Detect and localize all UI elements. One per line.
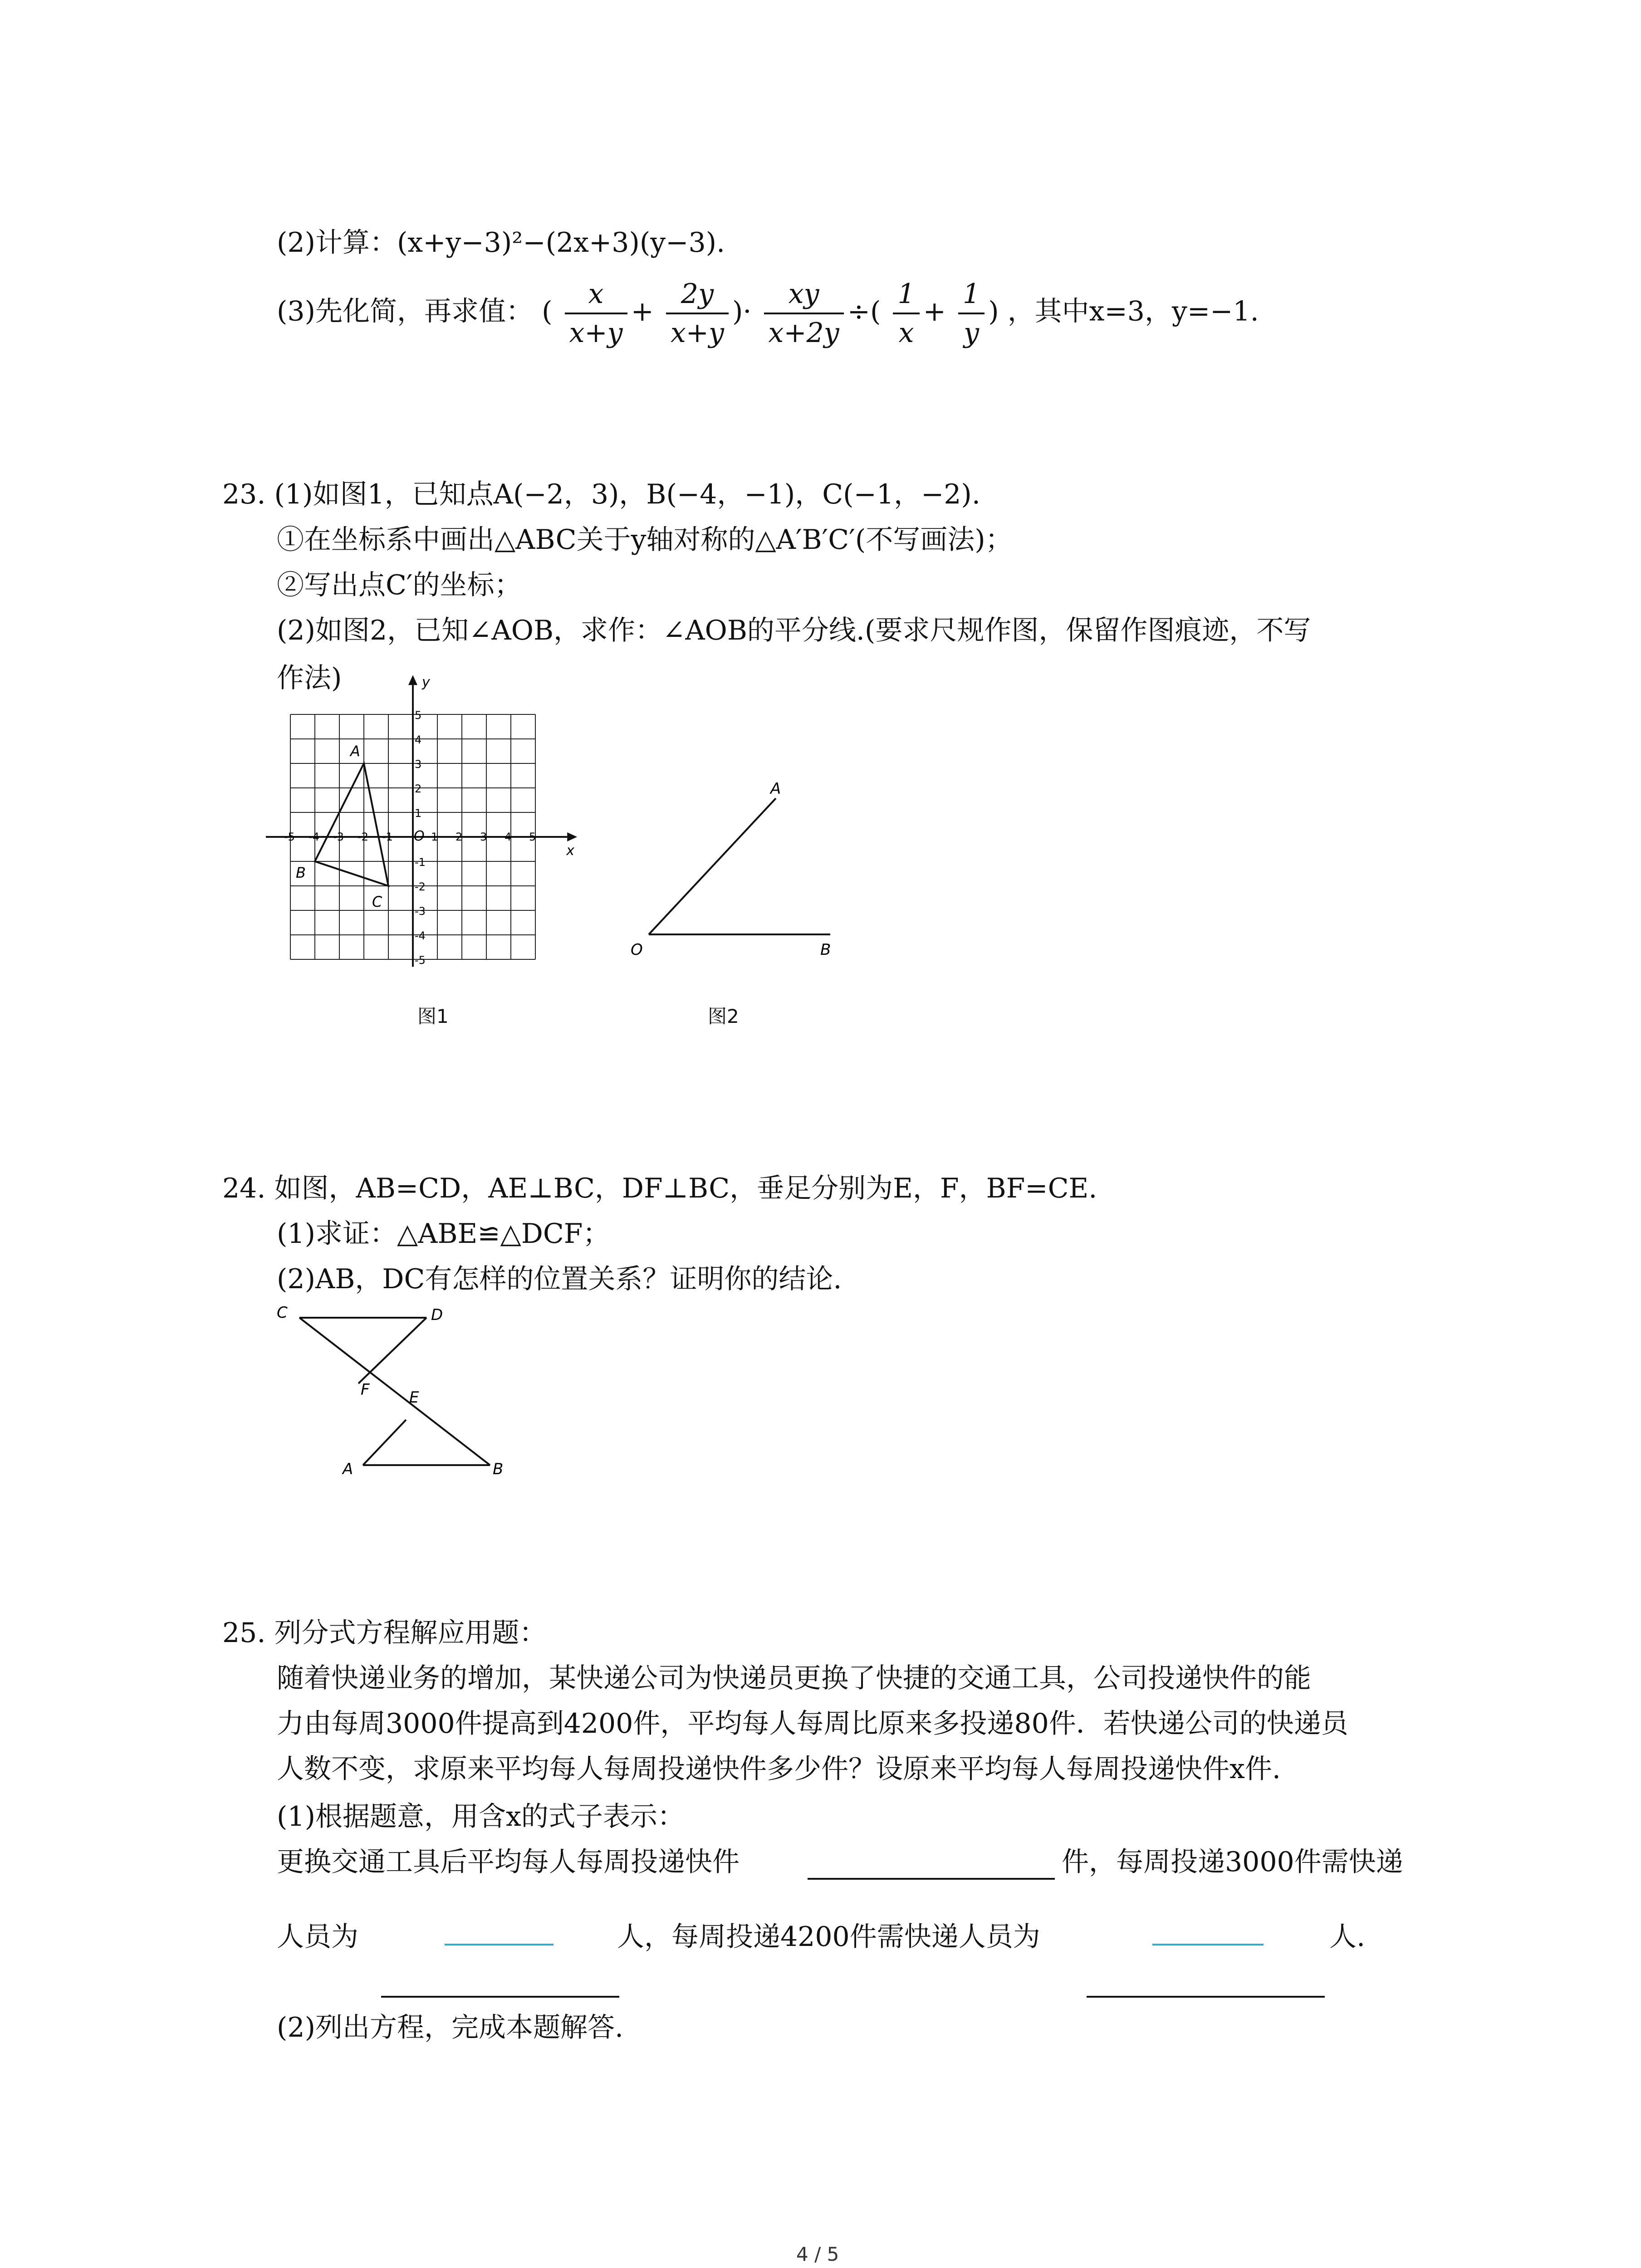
y-tick-label: 1: [415, 807, 422, 820]
x-tick-label: -5: [284, 831, 295, 843]
q23-head: 23. (1)如图1，已知点A(−2，3)，B(−4，−1)，C(−1，−2).: [222, 479, 980, 510]
q25-head: 25. 列分式方程解应用题：: [222, 1617, 547, 1649]
q25-part1: (1)根据题意，用含x的式子表示：: [277, 1801, 685, 1833]
y-tick-label: 2: [415, 782, 422, 795]
label-a: A: [343, 1460, 353, 1478]
label-c: C: [277, 1304, 288, 1322]
q25-line6a: 人员为: [277, 1921, 358, 1953]
vertex-label-b: B: [296, 864, 306, 881]
fraction: $\frac{xy}{x+2y}$: [764, 279, 844, 348]
x-tick-label: 1: [431, 831, 438, 843]
tick-labels: [284, 675, 574, 967]
y-tick-label: -4: [415, 929, 426, 942]
q24-head: 24. 如图，AB=CD，AE⊥BC，DF⊥BC，垂足分别为E，F，BF=CE.: [222, 1173, 1097, 1204]
q22-expression: ( $\frac{x}{x+y}$ + $\frac{2y}{x+y}$ )· $\frac{xy}{x+2y}$ ÷( $\frac{1}{x}$ + $\frac{1}{y}$ ): [542, 278, 1008, 349]
label-b: B: [493, 1460, 504, 1478]
q23-figure1-caption: 图1: [417, 1005, 449, 1027]
y-tick-label: -3: [415, 905, 426, 918]
label-e: E: [409, 1388, 419, 1407]
q22-part3-tail: ，其中x=3，y=−1.: [1007, 295, 1259, 327]
y-axis-label: y: [422, 675, 430, 691]
label-o: O: [631, 941, 643, 959]
answer-blank-1[interactable]: [808, 1878, 1055, 1880]
x-tick-label: 2: [456, 831, 463, 843]
q25-part2: (2)列出方程，完成本题解答.: [277, 2012, 624, 2043]
triangle-outline: [315, 763, 388, 886]
origin-label: O: [414, 828, 425, 844]
q24-step2: (2)AB，DC有怎样的位置关系？证明你的结论.: [277, 1263, 842, 1295]
fraction: $\frac{1}{y}$: [958, 279, 985, 348]
x-tick-label: -1: [382, 831, 393, 843]
answer-underline-left: [381, 1996, 619, 1998]
q23-step2: ②写出点C′的坐标；: [277, 569, 522, 601]
ray-oa: [649, 798, 776, 934]
q25-line6c: 人.: [1329, 1921, 1366, 1953]
answer-underline-right: [1087, 1996, 1325, 1998]
q25-para2: 力由每周3000件提高到4200件，平均每人每周比原来多投递80件．若快递公司的快递员: [277, 1708, 1348, 1740]
q23-figure2-caption: 图2: [708, 1005, 739, 1027]
y-axis-arrow: [408, 675, 417, 685]
y-tick-label: 3: [415, 758, 422, 771]
q23-step1: ①在坐标系中画出△ABC关于y轴对称的△A′B′C′(不写画法)；: [277, 524, 1013, 556]
y-tick-label: -2: [415, 880, 426, 893]
answer-blank-2[interactable]: [445, 1944, 554, 1945]
q22-part2: (2)计算：(x+y−3)²−(2x+3)(y−3).: [277, 227, 725, 259]
segment-cb: [299, 1318, 490, 1465]
fraction: $\frac{1}{x}$: [893, 279, 919, 348]
q25-line5b: 件，每周投递3000件需快递: [1062, 1846, 1403, 1878]
q24-step1: (1)求证：△ABE≌△DCF；: [277, 1218, 610, 1250]
q25-para1: 随着快递业务的增加，某快递公司为快递员更换了快捷的交通工具，公司投递快件的能: [277, 1662, 1311, 1694]
q25-line6b: 人，每周投递4200件需快递人员为: [617, 1921, 1040, 1953]
label-d: D: [431, 1306, 443, 1324]
x-tick-label: 5: [529, 831, 536, 843]
x-tick-label: 3: [480, 831, 487, 843]
q23-step3: (2)如图2，已知∠AOB，求作：∠AOB的平分线.(要求尺规作图，保留作图痕迹，不写: [277, 615, 1311, 646]
segment-dc-diagonal: [358, 1318, 426, 1383]
q25-para3: 人数不变，求原来平均每人每周投递快件多少件？设原来平均每人每周投递快件x件.: [277, 1753, 1281, 1785]
q22-part3: [277, 279, 1259, 348]
x-axis-arrow: [567, 832, 577, 841]
y-tick-label: 4: [415, 733, 422, 746]
x-axis-label: x: [566, 843, 574, 859]
fraction: $\frac{2y}{x+y}$: [666, 279, 729, 348]
label-a: A: [770, 780, 781, 798]
label-b: B: [820, 941, 831, 959]
y-tick-label: -1: [415, 856, 426, 869]
y-tick-label: 5: [415, 709, 422, 722]
q22-part3-lead: (3)先化简，再求值：: [277, 295, 533, 327]
segment-ae: [363, 1420, 406, 1465]
x-tick-label: -2: [358, 831, 368, 843]
q25-line5a: 更换交通工具后平均每人每周投递快件: [277, 1846, 740, 1878]
fraction: $\frac{x}{x+y}$: [565, 279, 627, 348]
vertex-label-c: C: [372, 893, 382, 910]
label-f: F: [361, 1381, 370, 1399]
vertex-label-a: A: [350, 743, 360, 760]
page-number: 4 / 5: [796, 2243, 839, 2265]
y-tick-label: -5: [415, 954, 426, 967]
x-tick-label: 4: [505, 831, 512, 843]
triangle-abc: [315, 763, 388, 886]
x-tick-label: -3: [333, 831, 344, 843]
answer-blank-3[interactable]: [1152, 1944, 1264, 1945]
q23-figure2-angle-aob: [622, 771, 857, 962]
q24-figure: [268, 1297, 531, 1488]
q23-step4: 作法): [277, 662, 342, 694]
x-tick-label: -4: [309, 831, 319, 843]
